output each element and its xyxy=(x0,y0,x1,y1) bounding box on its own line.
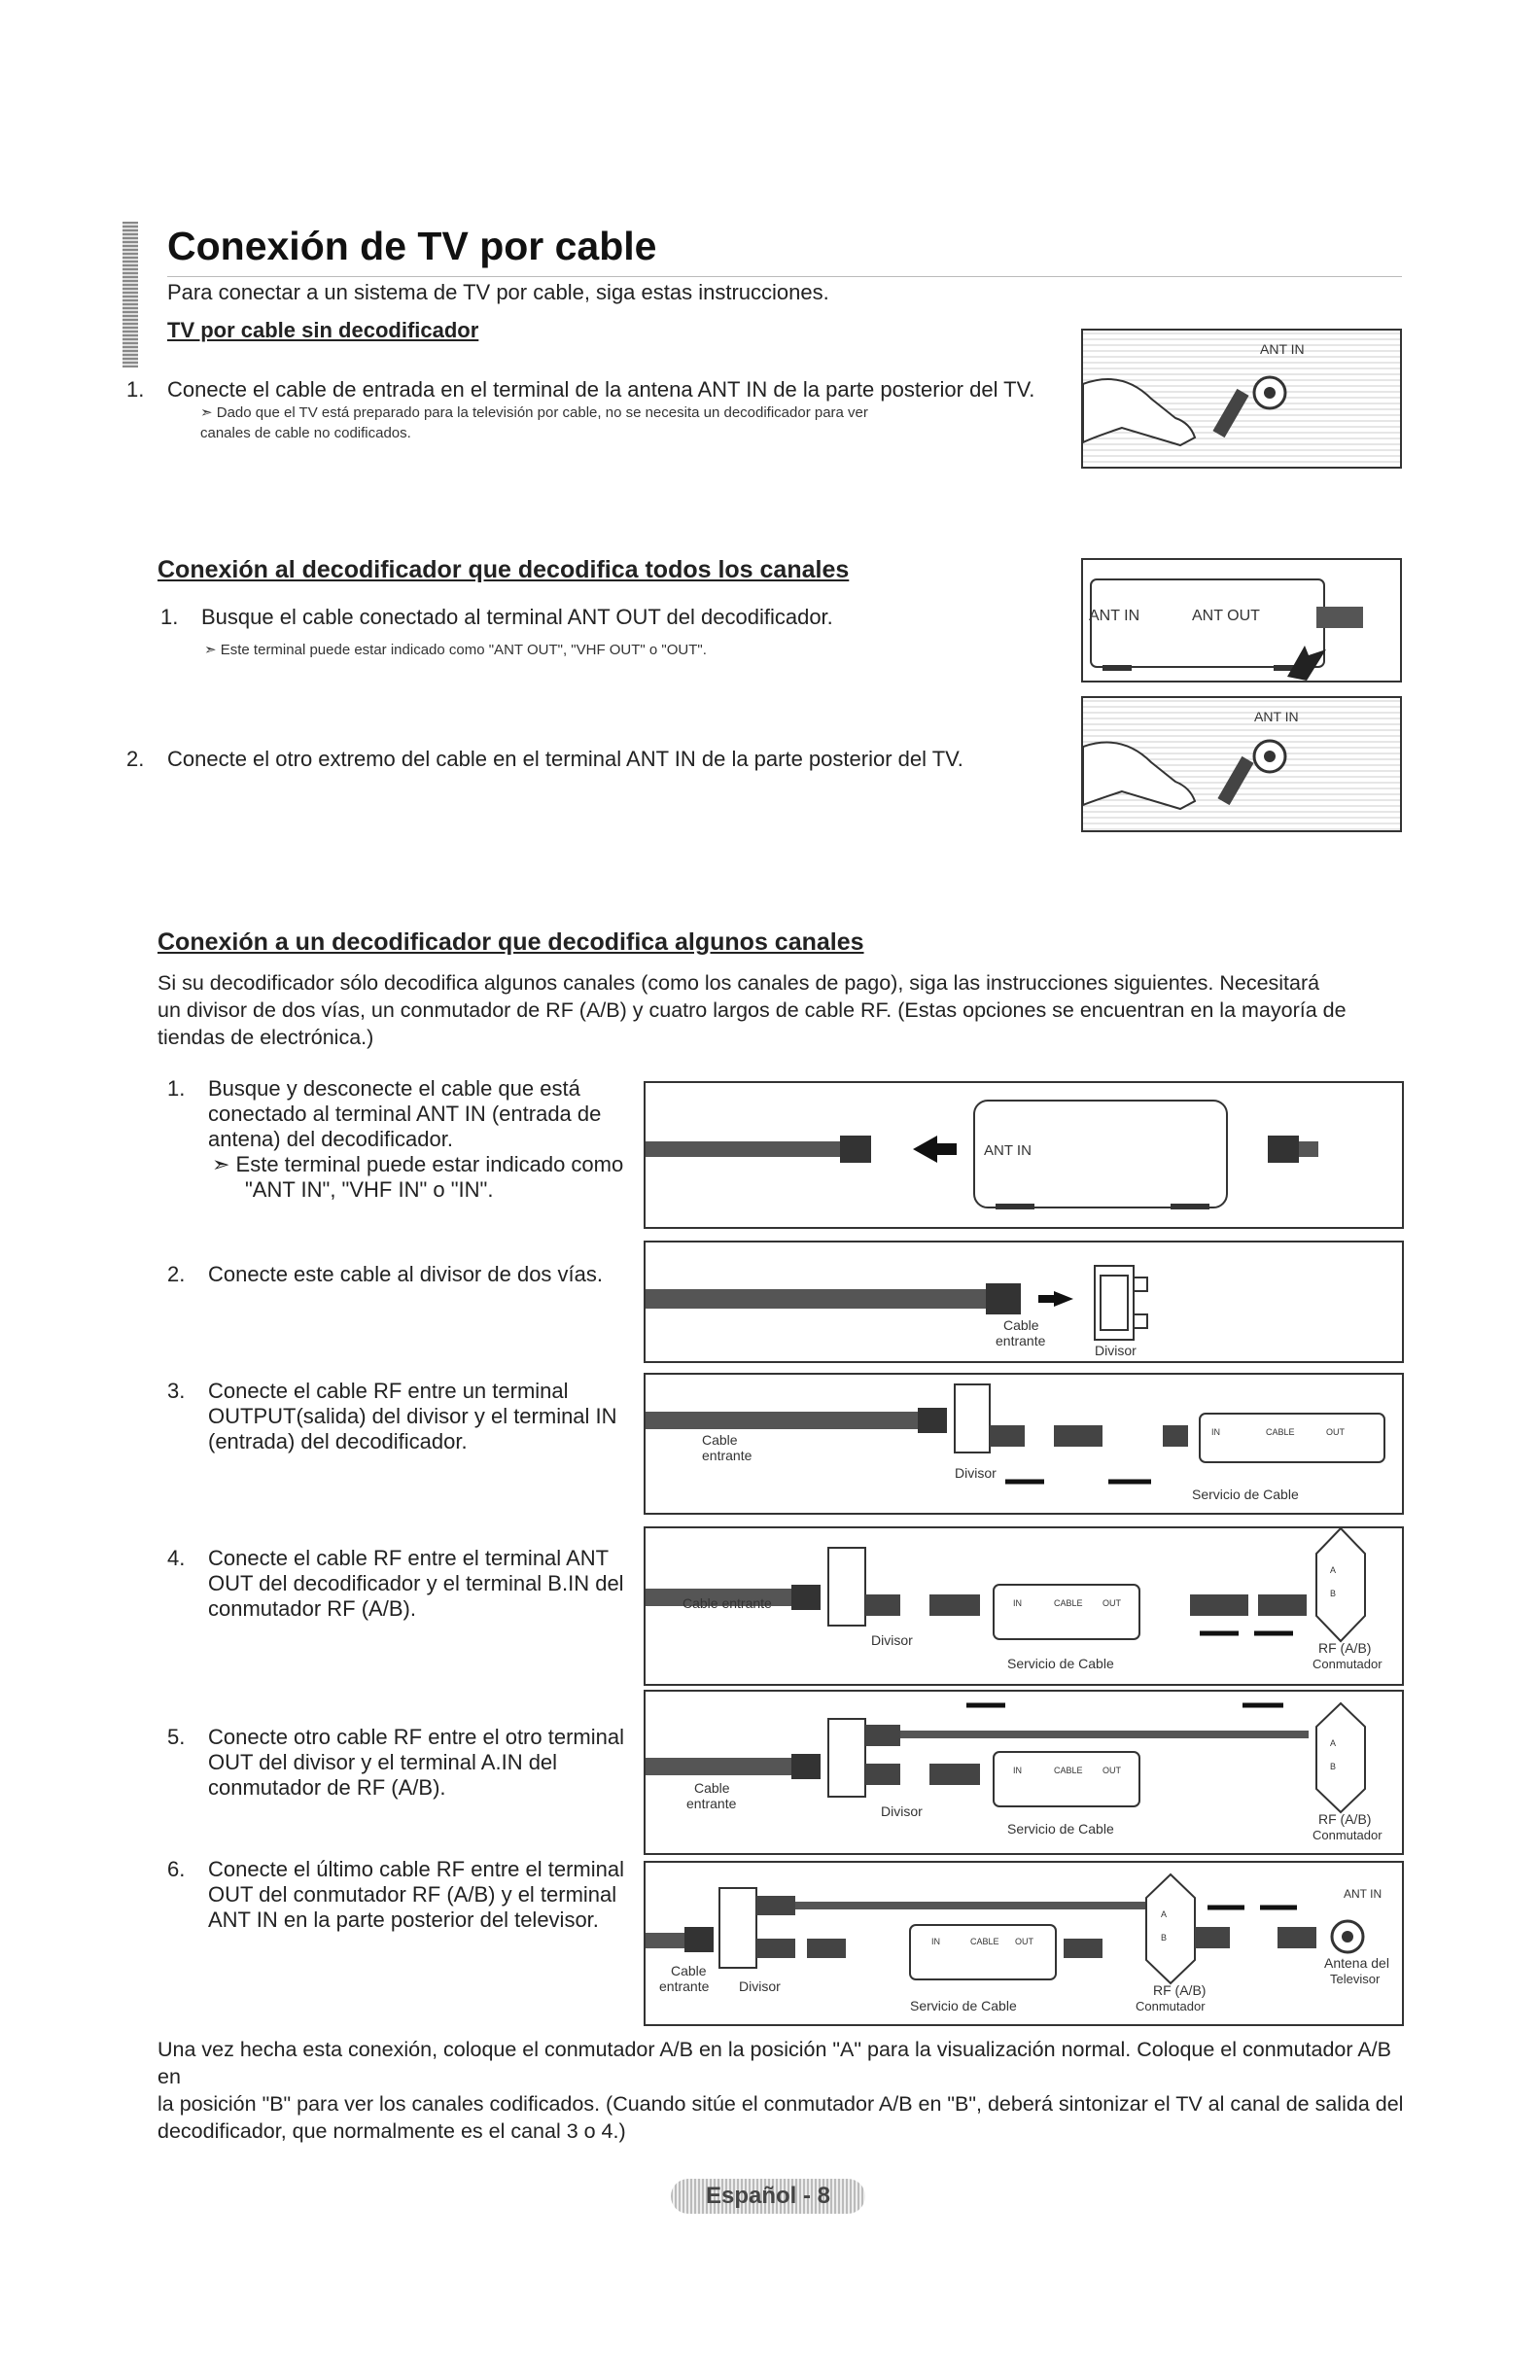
section3-step6: 6. Conecte el último cable RF entre el terminal OUT del conmutador RF (A/B) y el terminal ANT IN en la parte posterior del televisor. xyxy=(167,1857,624,1932)
section1-heading: TV por cable sin decodificador xyxy=(167,318,479,342)
section1-note: ➣ Dado que el TV está preparado para la televisión por cable, no se necesita un decodificador para ver canales de cable no codificados. xyxy=(200,404,868,441)
fig-ant-in-label: ANT IN xyxy=(984,1142,1032,1159)
fig-divisor-label: Divisor xyxy=(1095,1343,1137,1358)
fig-switch-a-label: A xyxy=(1161,1909,1168,1919)
fig-divisor-label: Divisor xyxy=(955,1465,997,1481)
fig-box-out-label: OUT xyxy=(1015,1937,1033,1946)
fig-conmutador-label: Conmutador xyxy=(1136,1999,1206,2013)
section2-step2: 2. Conecte el otro extremo del cable en el terminal ANT IN de la parte posterior del TV. xyxy=(126,747,963,771)
section2-step1: 1. Busque el cable conectado al terminal ANT OUT del decodificador. xyxy=(160,605,833,629)
section3-step3: 3. Conecte el cable RF entre un terminal OUTPUT(salida) del divisor y el terminal IN (entrada) del decodificador. xyxy=(167,1379,617,1453)
page-number-badge: Español - 8 xyxy=(671,2179,865,2214)
fig-ant-in-label: ANT IN xyxy=(1254,709,1299,724)
fig-rf-label: RF (A/B) xyxy=(1318,1811,1372,1827)
fig-entrante-label: entrante xyxy=(702,1448,752,1463)
fig-ant-in-label: ANT IN xyxy=(1260,341,1305,357)
figure-step5-switch-a xyxy=(644,1690,1404,1855)
section3-heading: Conexión a un decodificador que decodifica algunos canales xyxy=(158,928,864,956)
fig-servicio-label: Servicio de Cable xyxy=(1192,1487,1299,1502)
fig-switch-a-label: A xyxy=(1330,1738,1337,1748)
section2-note: ➣ Este terminal puede estar indicado como "ANT OUT", "VHF OUT" o "OUT". xyxy=(204,642,707,658)
figure-ant-in-hand xyxy=(1081,329,1402,469)
page-intro: Para conectar a un sistema de TV por cable, siga estas instrucciones. xyxy=(167,280,829,304)
fig-box-in-label: IN xyxy=(931,1937,940,1946)
fig-switch-a-label: A xyxy=(1330,1565,1337,1575)
section3-step2: 2. Conecte este cable al divisor de dos vías. xyxy=(167,1262,604,1286)
fig-servicio-label: Servicio de Cable xyxy=(1007,1656,1114,1671)
figure-step4-switch-b xyxy=(644,1526,1404,1686)
section3-step1: 1. Busque y desconecte el cable que está conectado al terminal ANT IN (entrada de antena) del decodificador. ➣ Este terminal puede estar indicado como "ANT IN", "VHF IN" o "IN". xyxy=(167,1076,624,1202)
fig-box-out-label: OUT xyxy=(1326,1427,1345,1437)
fig-servicio-label: Servicio de Cable xyxy=(910,1998,1017,2013)
fig-divisor-label: Divisor xyxy=(871,1632,913,1648)
figure-step6-tv xyxy=(644,1861,1404,2026)
figure-step2-divisor xyxy=(644,1241,1404,1363)
fig-box-in-label: IN xyxy=(1013,1598,1022,1608)
fig-switch-b-label: B xyxy=(1330,1589,1337,1598)
fig-box-cable-label: CABLE xyxy=(1266,1427,1295,1437)
figure-decoder-ant-out xyxy=(1081,558,1402,682)
section3-step5: 5. Conecte otro cable RF entre el otro terminal OUT del divisor y el terminal A.IN del conmutador de RF (A/B). xyxy=(167,1725,624,1800)
fig-servicio-label: Servicio de Cable xyxy=(1007,1821,1114,1837)
step-text: Conecte el cable de entrada en el terminal de la antena ANT IN de la parte posterior del TV. xyxy=(167,377,1035,402)
figure-tv-ant-in xyxy=(1081,696,1402,832)
fig-cable-entrante-label: Cable entrante xyxy=(682,1595,772,1611)
note-arrow-icon: ➣ xyxy=(200,404,217,421)
fig-rf-label: RF (A/B) xyxy=(1153,1982,1207,1998)
fig-switch-b-label: B xyxy=(1330,1762,1337,1771)
fig-cable-label: Cable xyxy=(671,1963,707,1978)
section3-closing: Una vez hecha esta conexión, coloque el conmutador A/B en la posición "A" para la visualización normal. Coloque el conmutador A/B en la posición "B" para ver los canales codificados. (Cuando sitúe el conmutador A/B en "B", deberá sintonizar el TV al canal de salida del decodificador, que normalmente es el canal 3 o 4.) xyxy=(158,2038,1404,2143)
fig-rf-label: RF (A/B) xyxy=(1318,1640,1372,1656)
fig-switch-b-label: B xyxy=(1161,1933,1168,1942)
step-number: 1. xyxy=(126,377,145,402)
fig-ant-out-label: ANT OUT xyxy=(1192,608,1260,624)
page-title: Conexión de TV por cable xyxy=(167,224,657,268)
title-accent-bar xyxy=(122,222,138,368)
fig-box-out-label: OUT xyxy=(1102,1766,1121,1775)
fig-box-cable-label: CABLE xyxy=(1054,1766,1083,1775)
fig-entrante-label: entrante xyxy=(659,1978,710,1994)
fig-ant-in-label: ANT IN xyxy=(1089,608,1140,624)
fig-box-cable-label: CABLE xyxy=(970,1937,999,1946)
fig-box-out-label: OUT xyxy=(1102,1598,1121,1608)
fig-box-cable-label: CABLE xyxy=(1054,1598,1083,1608)
fig-cable-label: Cable xyxy=(1003,1317,1039,1333)
section1-step1 xyxy=(126,377,1079,404)
note-arrow-icon: ➣ xyxy=(204,642,221,658)
note-arrow-icon: ➣ xyxy=(212,1152,236,1176)
figure-step1-decoder xyxy=(644,1081,1404,1229)
fig-divisor-label: Divisor xyxy=(881,1803,923,1819)
fig-antena-del-label: Antena del xyxy=(1324,1955,1389,1971)
fig-televisor-label: Televisor xyxy=(1330,1972,1381,1986)
section2-heading: Conexión al decodificador que decodifica todos los canales xyxy=(158,556,850,583)
fig-divisor-label: Divisor xyxy=(739,1978,781,1994)
section3-intro: Si su decodificador sólo decodifica algunos canales (como los canales de pago), siga las instrucciones siguientes. Necesitará un divisor de dos vías, un conmutador de RF (A/B) y cuatro largos de cable RF. (Estas opciones se encuentran en la mayoría de tiendas de electrónica.) xyxy=(158,971,1347,1049)
fig-conmutador-label: Conmutador xyxy=(1312,1828,1382,1842)
fig-entrante-label: entrante xyxy=(686,1796,737,1811)
section3-step4: 4. Conecte el cable RF entre el terminal ANT OUT del decodificador y el terminal B.IN del conmutador RF (A/B). xyxy=(167,1546,624,1621)
fig-cable-label: Cable xyxy=(694,1780,730,1796)
fig-box-in-label: IN xyxy=(1211,1427,1220,1437)
fig-ant-in-label: ANT IN xyxy=(1344,1887,1382,1901)
title-divider xyxy=(167,276,1402,277)
fig-cable-label: Cable xyxy=(702,1432,738,1448)
fig-entrante-label: entrante xyxy=(996,1333,1046,1348)
fig-box-in-label: IN xyxy=(1013,1766,1022,1775)
figure-step3-decoder-in xyxy=(644,1373,1404,1515)
fig-conmutador-label: Conmutador xyxy=(1312,1657,1382,1671)
